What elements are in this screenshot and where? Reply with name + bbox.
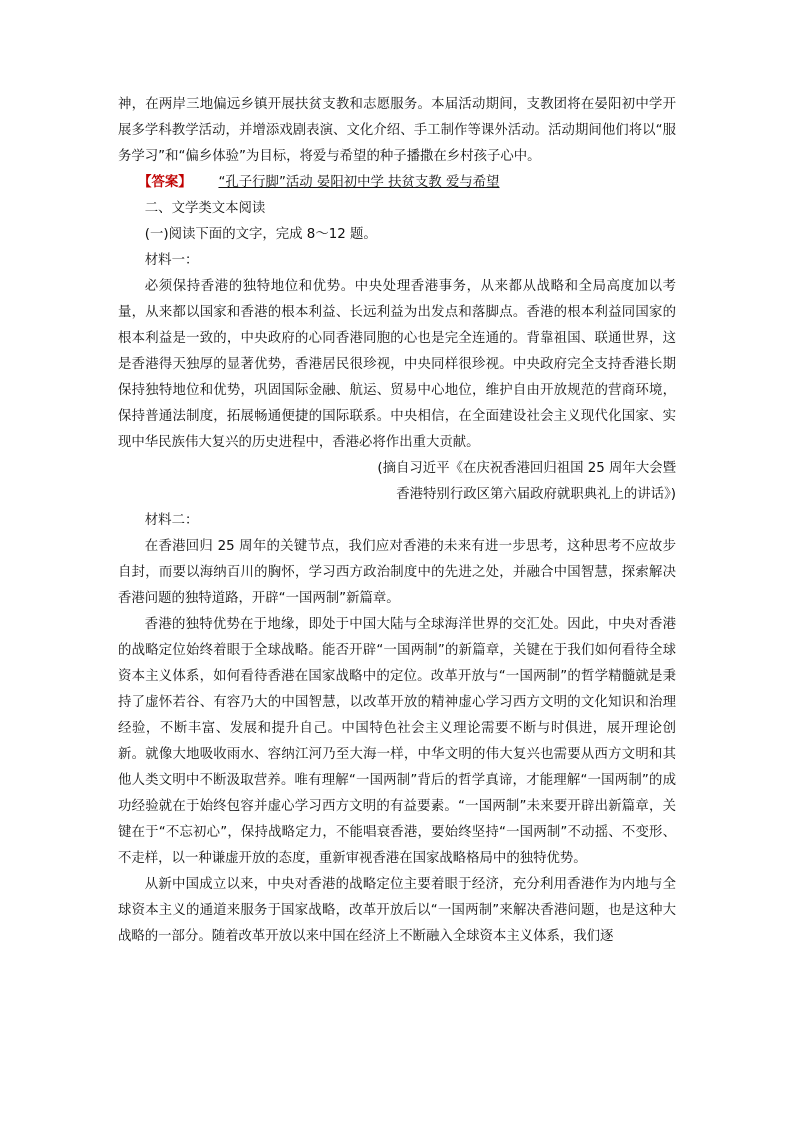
- intro-paragraph: 神，在两岸三地偏远乡镇开展扶贫支教和志愿服务。本届活动期间，支教团将在晏阳初中学开展多学科教学活动，并增添戏剧表演、文化介绍、手工制作等课外活动。活动期间他们将以“服务学习”和“偏乡体验”为目标，将爱与希望的种子播撒在乡村孩子心中。: [118, 97, 676, 164]
- material-one-source-line-2: 香港特别行政区第六届政府就职典礼上的讲话》): [396, 487, 676, 502]
- material-two-paragraph-3: 从新中国成立以来，中央对香港的战略定位主要着眼于经济，充分利用香港作为内地与全球资本主义的通道来服务于国家战略，改革开放后以“一国两制”来解决香港问题，也是这种大战略的一部分。随着改革开放以来中国在经济上不断融入全球资本主义体系，我们逐: [118, 877, 676, 944]
- material-two-paragraph-1: 在香港回归 25 周年的关键节点，我们应对香港的未来有进一步思考，这种思考不应故步自封，而要以海纳百川的胸怀，学习西方政治制度中的先进之处，并融合中国智慧，探索解决香港问题的独特道路，开辟“一国两制”新篇章。: [118, 539, 676, 606]
- section-heading: 二、文学类文本阅读: [144, 201, 266, 216]
- material-two-heading: 材料二：: [144, 513, 199, 528]
- material-one-body: 必须保持香港的独特地位和优势。中央处理香港事务，从来都从战略和全局高度加以考量，从来都以国家和香港的根本利益、长远利益为出发点和落脚点。香港的根本利益同国家的根本利益是一致的，中央政府的心同香港同胞的心也是完全连通的。背靠祖国、联通世界，这是香港得天独厚的显著优势，香港居民很珍视，中央同样很珍视。中央政府完全支持香港长期保持独特地位和优势，巩固国际金融、航运、贸易中心地位，维护自由开放规范的营商环境，保持普通法制度，拓展畅通便捷的国际联系。中央相信，在全面建设社会主义现代化国家、实现中华民族伟大复兴的历史进程中，香港必将作出重大贡献。: [118, 279, 676, 450]
- material-two-paragraph-2: 香港的独特优势在于地缘，即处于中国大陆与全球海洋世界的交汇处。因此，中央对香港的战略定位始终着眼于全球战略。能否开辟“一国两制”的新篇章，关键在于我们如何看待全球资本主义体系，如何看待香港在国家战略中的定位。改革开放与“一国两制”的哲学精髓就是秉持了虚怀若谷、有容乃大的中国智慧，以改革开放的精神虚心学习西方文明的文化知识和治理经验，不断丰富、发展和提升自己。中国特色社会主义理论需要不断与时俱进，展开理论创新。就像大地吸收雨水、容纳江河乃至大海一样，中华文明的伟大复兴也需要从西方文明和其他人类文明中不断汲取营养。唯有理解“一国两制”背后的哲学真谛，才能理解“一国两制”的成功经验就在于始终包容并虚心学习西方文明的有益要素。“一国两制”未来要开辟出新篇章，关键在于“不忘初心”，保持战略定力，不能唱衰香港，要始终坚持“一国两制”不动摇、不变形、不走样，以一种谦虚开放的态度，重新审视香港在国家战略格局中的独特优势。: [118, 617, 676, 866]
- material-one-heading: 材料一：: [144, 253, 199, 268]
- answer-text: “孔子行脚”活动 晏阳初中学 扶贫支教 爱与希望: [218, 175, 500, 190]
- reading-instruction: (一)阅读下面的文字，完成 8～12 题。: [144, 227, 377, 242]
- material-one-source-line-1: (摘自习近平《在庆祝香港回归祖国 25 周年大会暨: [377, 461, 676, 476]
- answer-row: [118, 170, 676, 196]
- answer-label: 【答案】: [138, 175, 192, 190]
- document-page: [118, 92, 676, 950]
